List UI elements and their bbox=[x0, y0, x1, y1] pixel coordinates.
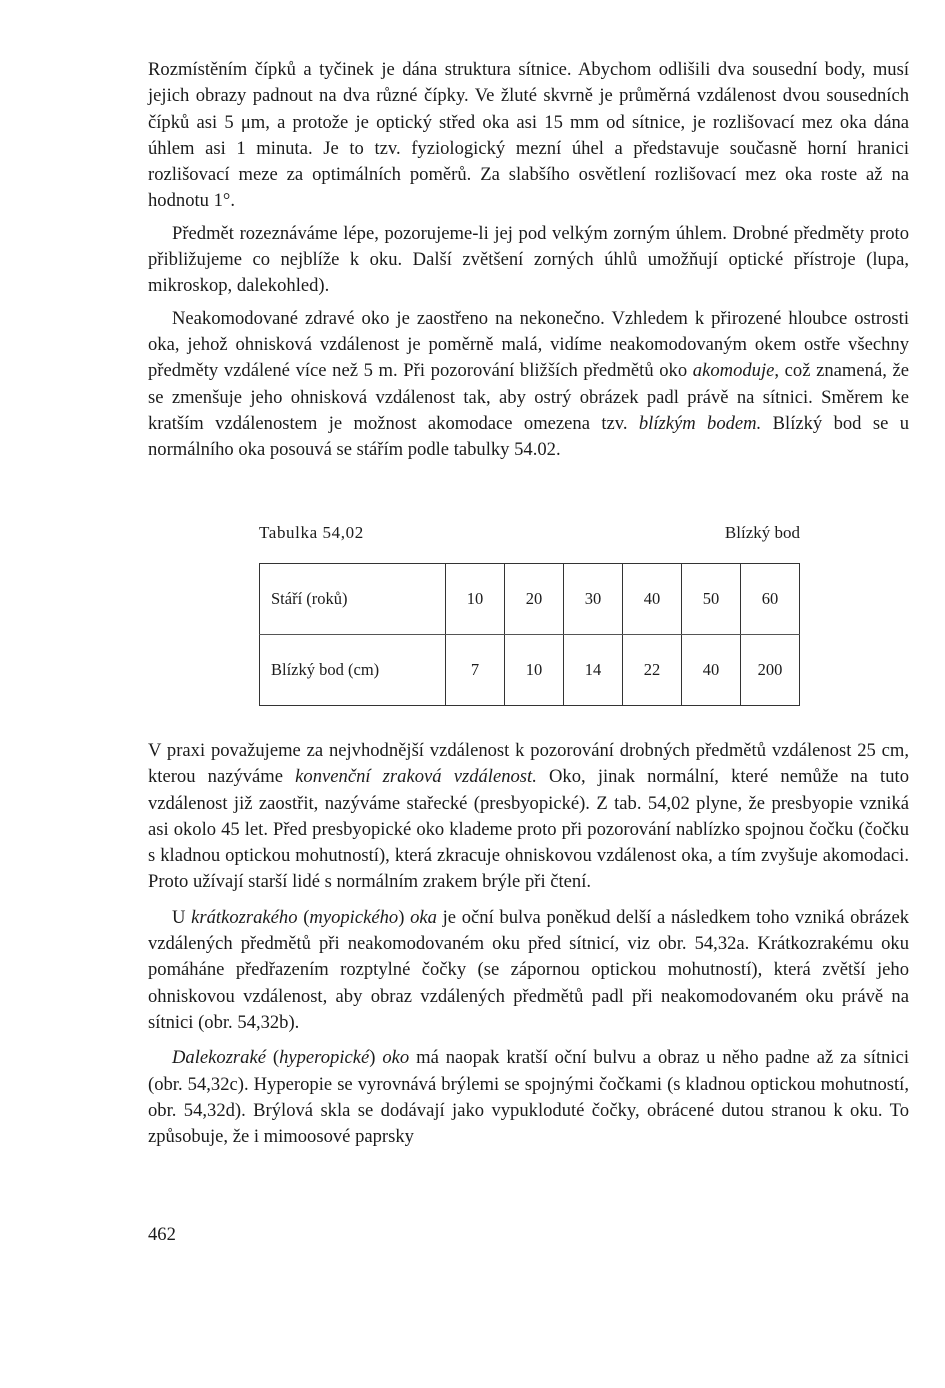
page-number: 462 bbox=[148, 1224, 176, 1245]
text-block-bottom bbox=[148, 738, 909, 1159]
table-row bbox=[260, 635, 800, 706]
text-run: V praxi považujeme za nejvhodnější vzdálenost k pozorování drobných předmětů vzdálenost 25 cm, kterou nazýváme bbox=[148, 740, 909, 788]
italic-term: konvenční zraková vzdálenost. bbox=[295, 766, 537, 788]
text-run: , což znamená, že se zmenšuje jeho ohnisková vzdálenost tak, aby ostrý obrázek padl právě na sítnici. Směrem ke kratším vzdálenostem je možnost akomodace omezena tzv. bbox=[148, 360, 909, 434]
text-run: je oční bulva poněkud delší a následkem toho vzniká obrázek vzdálených předmětů při neakomodovaném oku před sítnicí, viz obr. 54,32a. Krátkozrakému oku pomáháne předřazením rozptylné čočky (se zápornou optickou mohutností), která zvětší jeho ohniskovou vzdálenost, aby obraz vzdálených předmětů padl při neakomodovaném oku právě na sítnici (obr. 54,32b). bbox=[148, 906, 909, 1033]
italic-term: akomoduje bbox=[692, 360, 775, 382]
italic-term: myopického bbox=[309, 906, 399, 928]
row-header-age: Stáří (roků) bbox=[260, 564, 446, 635]
text-run: má naopak kratší oční bulvu a obraz u něho padne až za sítnici (obr. 54,32c). Hyperopie se vyrovnává brýlemi se spojnými čočkami (s kladnou optickou mohutností, obr. 54,32d). Brýlová skla se dodávají jako vypukloduté čočky, obrácené dutou stranou k oku. To způsobuje, že i mimoosové paprsky bbox=[148, 1047, 909, 1148]
table-cell: 30 bbox=[564, 564, 623, 635]
italic-term: Dalekozraké bbox=[172, 1047, 266, 1069]
paragraph-myopia bbox=[148, 905, 909, 1036]
text-run: Blízký bod se u normálního oka posouvá se stářím podle tabulky 54.02. bbox=[148, 412, 909, 461]
italic-term: oko bbox=[382, 1047, 410, 1069]
near-point-table bbox=[259, 563, 800, 706]
table-row bbox=[260, 564, 800, 635]
table-cell: 22 bbox=[623, 635, 682, 706]
text-block-top bbox=[148, 57, 909, 469]
table-cell: 200 bbox=[741, 635, 800, 706]
text-run: Neakomodované zdravé oko je zaostřeno na nekonečno. Vzhledem k přirozené hloubce ostrosti oka, jehož ohnisková vzdálenost je poměrně malá, vidíme neakomodovaným okem ostře všechny předměty vzdálené více než 5 m. Při pozorování bližších předmětů oko bbox=[148, 307, 909, 382]
text-run: ( bbox=[265, 1047, 280, 1069]
paragraph-presbyopia bbox=[148, 738, 909, 896]
table-cell: 50 bbox=[682, 564, 741, 635]
text-run: ( bbox=[297, 906, 310, 928]
table-cell: 7 bbox=[446, 635, 505, 706]
paragraph-accommodation bbox=[148, 306, 909, 464]
table-cell: 40 bbox=[682, 635, 741, 706]
row-header-near-point: Blízký bod (cm) bbox=[260, 635, 446, 706]
table-cell: 14 bbox=[564, 635, 623, 706]
italic-term: hyperopické bbox=[279, 1047, 370, 1069]
italic-term: blízkým bodem. bbox=[638, 412, 762, 434]
table-cell: 10 bbox=[505, 635, 564, 706]
table-caption-title: Tabulka 54,02 bbox=[259, 523, 364, 542]
text-run: Oko, jinak normální, které nemůže na tuto vzdálenost již zaostřit, nazýváme stařecké (presbyopické). Z tab. 54,02 plyne, že presbyopie vzniká asi okolo 45 let. Před presbyopické oko klademe proto při pozorování nablízko spojnou čočku (čočku s kladnou optickou mohutností), která zkracuje ohniskovou vzdálenost oka, a tím zvyšuje akomodaci. Proto užívají starší lidé s normálním zrakem brýle při čtení. bbox=[148, 766, 909, 893]
paragraph-retina-structure: Rozmístěním čípků a tyčinek je dána struktura sítnice. Abychom odlišili dva sousední body, musí jejich obrazy padnout na dva různé čípky. Ve žluté skvrně je průměrná vzdálenost dvou sousedních čípků asi 5 μm, a protože je optický střed oka asi 15 mm od sítnice, je rozlišovací mez oka dána úhlem asi 1 minuta. Je to tzv. fyziologický mezní úhel a představuje současně horní hranici rozlišovací meze za optimálních poměrů. Za slabšího osvětlení rozlišovací mez oka roste až na hodnotu 1°. bbox=[148, 59, 909, 212]
table-caption-subject: Blízký bod bbox=[724, 523, 800, 542]
table-cell: 10 bbox=[446, 564, 505, 635]
paragraph-hyperopia bbox=[148, 1045, 909, 1150]
table-cell: 40 bbox=[623, 564, 682, 635]
table-cell: 20 bbox=[505, 564, 564, 635]
text-run: ) bbox=[369, 1047, 383, 1069]
italic-term: krátkozrakého bbox=[191, 906, 298, 928]
table-cell: 60 bbox=[741, 564, 800, 635]
text-run: ) bbox=[398, 906, 411, 928]
paragraph-visual-angle: Předmět rozeznáváme lépe, pozorujeme-li jej pod velkým zorným úhlem. Drobné předměty proto přibližujeme co nejblíže k oku. Další zvětšení zorných úhlů umožňují optické přístroje (lupa, mikroskop, dalekohled). bbox=[148, 222, 909, 297]
italic-term: oka bbox=[410, 906, 437, 928]
text-run: U bbox=[172, 906, 192, 928]
